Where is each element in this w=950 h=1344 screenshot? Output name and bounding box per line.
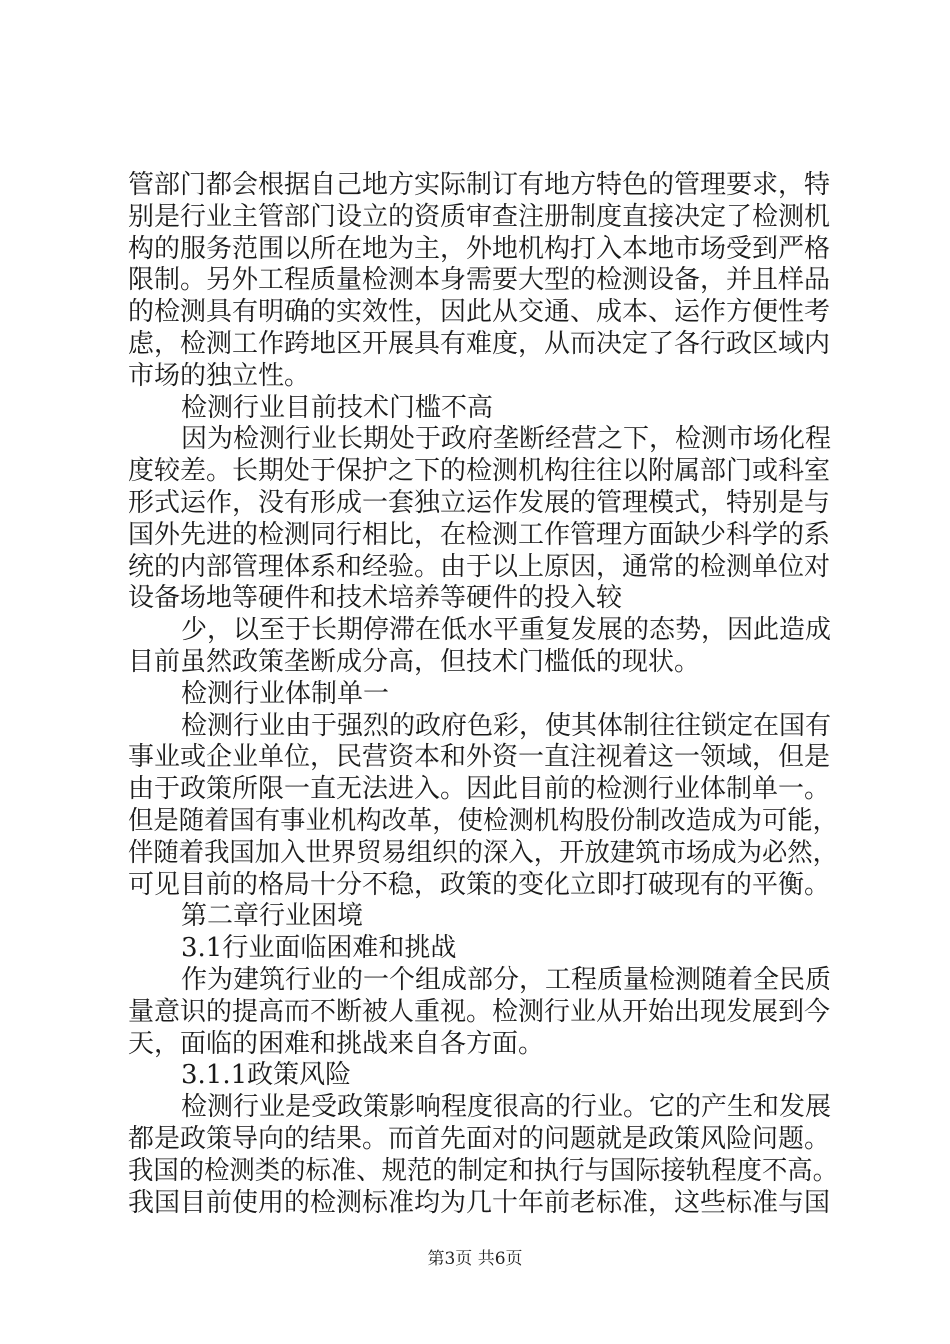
paragraph-line: 我国的检测类的标准、规范的制定和执行与国际接轨程度不高。 xyxy=(128,1155,839,1186)
paragraph-line: 设备场地等硬件和技术培养等硬件的投入较 xyxy=(128,583,623,614)
paragraph-line: 量意识的提高而不断被人重视。检测行业从开始出现发展到今 xyxy=(128,996,831,1027)
paragraph-line-indented: 检测行业目前技术门槛不高 xyxy=(181,392,494,423)
paragraph-line-indented: 检测行业是受政策影响程度很高的行业。它的产生和发展 xyxy=(181,1092,832,1123)
paragraph-line: 事业或企业单位，民营资本和外资一直注视着这一领域，但是 xyxy=(128,742,831,773)
paragraph-line: 由于政策所限一直无法进入。因此目前的检测行业体制单一。 xyxy=(128,774,831,805)
paragraph-line: 构的服务范围以所在地为主，外地机构打入本地市场受到严格 xyxy=(128,233,831,264)
paragraph-line: 国外先进的检测同行相比，在检测工作管理方面缺少科学的系 xyxy=(128,519,831,550)
paragraph-line: 限制。另外工程质量检测本身需要大型的检测设备，并且样品 xyxy=(128,265,831,296)
paragraph-line: 别是行业主管部门设立的资质审查注册制度直接决定了检测机 xyxy=(128,201,831,232)
paragraph-line: 伴随着我国加入世界贸易组织的深入，开放建筑市场成为必然， xyxy=(128,837,839,868)
paragraph-line: 我国目前使用的检测标准均为几十年前老标准，这些标准与国 xyxy=(128,1187,831,1218)
paragraph-line-indented: 3.1行业面临困难和挑战 xyxy=(181,933,457,964)
paragraph-line-indented: 少，以至于长期停滞在低水平重复发展的态势，因此造成 xyxy=(181,615,832,646)
paragraph-line: 目前虽然政策垄断成分高，但技术门槛低的现状。 xyxy=(128,646,701,677)
paragraph-line-indented: 检测行业体制单一 xyxy=(181,678,390,709)
paragraph-line: 市场的独立性。 xyxy=(128,360,311,391)
paragraph-line-indented: 作为建筑行业的一个组成部分，工程质量检测随着全民质 xyxy=(181,964,832,995)
paragraph-line-indented: 第二章行业困境 xyxy=(181,901,364,932)
paragraph-line: 可见目前的格局十分不稳，政策的变化立即打破现有的平衡。 xyxy=(128,869,831,900)
paragraph-line-indented: 检测行业由于强烈的政府色彩，使其体制往往锁定在国有 xyxy=(181,710,832,741)
paragraph-line: 统的内部管理体系和经验。由于以上原因，通常的检测单位对 xyxy=(128,551,831,582)
paragraph-line: 的检测具有明确的实效性，因此从交通、成本、运作方便性考 xyxy=(128,297,831,328)
paragraph-line-indented: 3.1.1政策风险 xyxy=(181,1060,352,1091)
paragraph-line: 形式运作，没有形成一套独立运作发展的管理模式，特别是与 xyxy=(128,487,831,518)
paragraph-line-indented: 因为检测行业长期处于政府垄断经营之下，检测市场化程 xyxy=(181,424,832,455)
document-body xyxy=(128,170,838,1219)
paragraph-line: 但是随着国有事业机构改革，使检测机构股份制改造成为可能， xyxy=(128,805,839,836)
page-footer: 第3页 共6页 xyxy=(427,1249,523,1269)
paragraph-line: 都是政策导向的结果。而首先面对的问题就是政策风险问题。 xyxy=(128,1123,831,1154)
paragraph-line: 天，面临的困难和挑战来自各方面。 xyxy=(128,1028,545,1059)
paragraph-line: 度较差。长期处于保护之下的检测机构往往以附属部门或科室 xyxy=(128,456,831,487)
paragraph-line: 虑，检测工作跨地区开展具有难度，从而决定了各行政区域内 xyxy=(128,328,831,359)
paragraph-line: 管部门都会根据自己地方实际制订有地方特色的管理要求，特 xyxy=(128,170,831,200)
